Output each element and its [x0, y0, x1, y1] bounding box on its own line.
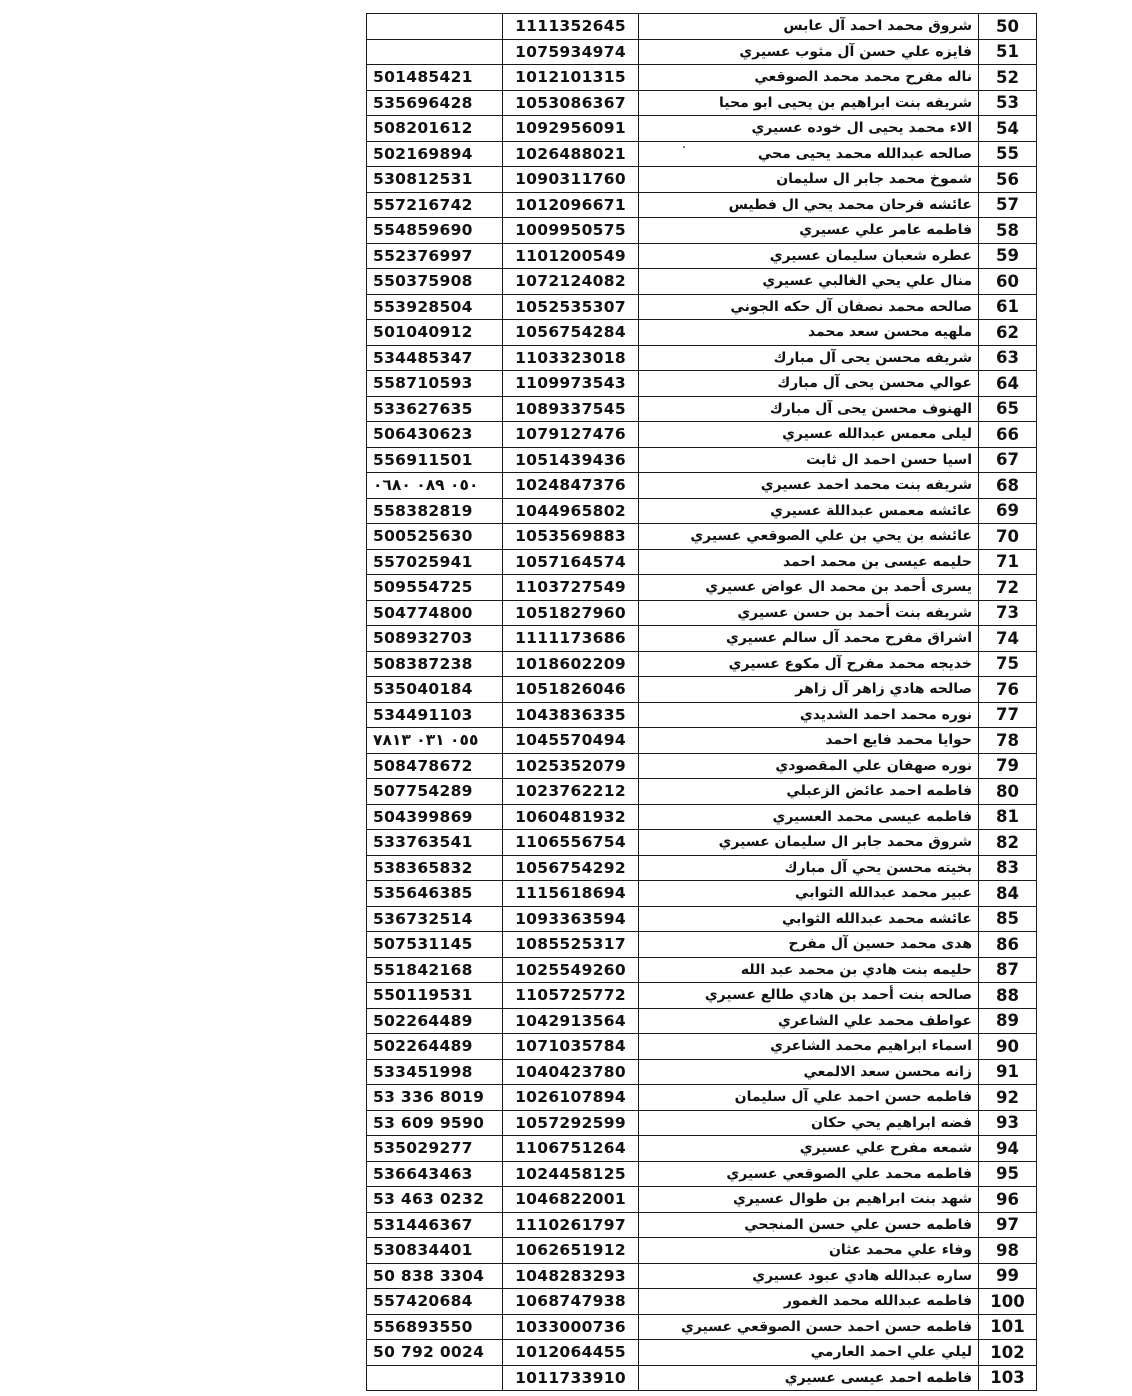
row-number-cell: 80 [979, 779, 1037, 805]
name-cell: عائشه محمد عبدالله الثوابي [639, 906, 979, 932]
table-row [367, 881, 1037, 907]
name-cell: فاطمه احمد عيسى عسيري [639, 1365, 979, 1391]
name-cell: شريفه بنت محمد احمد عسيري [639, 473, 979, 499]
phone-cell: 534485347 [367, 345, 503, 371]
name-cell: زانه محسن سعد الالمعي [639, 1059, 979, 1085]
phone-cell: 508201612 [367, 116, 503, 142]
row-number-cell: 76 [979, 677, 1037, 703]
name-cell: شروق محمد احمد آل عابس [639, 14, 979, 40]
national-id-cell: 1075934974 [503, 39, 639, 65]
phone-cell: 501040912 [367, 320, 503, 346]
name-cell: فضه ابراهيم يحي حكان [639, 1110, 979, 1136]
name-cell: هدى محمد حسين آل مفرح [639, 932, 979, 958]
phone-cell: 536643463 [367, 1161, 503, 1187]
table-row [367, 702, 1037, 728]
name-cell: عواطف محمد علي الشاعري [639, 1008, 979, 1034]
phone-cell [367, 39, 503, 65]
national-id-cell: 1043836335 [503, 702, 639, 728]
row-number-cell: 82 [979, 830, 1037, 856]
table-row [367, 1238, 1037, 1264]
name-cell: نوره محمد احمد الشديدي [639, 702, 979, 728]
table-row [367, 65, 1037, 91]
table-row [367, 855, 1037, 881]
table-row [367, 1289, 1037, 1315]
national-id-cell: 1056754292 [503, 855, 639, 881]
row-number-cell: 71 [979, 549, 1037, 575]
national-id-cell: 1051826046 [503, 677, 639, 703]
name-cell: شهد بنت ابراهيم بن طوال عسيري [639, 1187, 979, 1213]
row-number-cell: 81 [979, 804, 1037, 830]
table-row [367, 651, 1037, 677]
name-cell: ليلى معمس عبدالله عسيري [639, 422, 979, 448]
table-row [367, 218, 1037, 244]
name-cell: ساره عبدالله هادي عبود عسيري [639, 1263, 979, 1289]
row-number-cell: 60 [979, 269, 1037, 295]
row-number-cell: 51 [979, 39, 1037, 65]
national-id-cell: 1092956091 [503, 116, 639, 142]
table-row [367, 1212, 1037, 1238]
name-cell: حوايا محمد فايع احمد [639, 728, 979, 754]
table-row [367, 1340, 1037, 1366]
table-row [367, 167, 1037, 193]
national-id-cell: 1025352079 [503, 753, 639, 779]
phone-cell: 507754289 [367, 779, 503, 805]
row-number-cell: 70 [979, 524, 1037, 550]
row-number-cell: 61 [979, 294, 1037, 320]
national-id-cell: 1056754284 [503, 320, 639, 346]
row-number-cell: 84 [979, 881, 1037, 907]
phone-cell: 509554725 [367, 575, 503, 601]
row-number-cell: 59 [979, 243, 1037, 269]
table-row [367, 116, 1037, 142]
name-cell: شريفه بنت أحمد بن حسن عسيري [639, 600, 979, 626]
phone-cell: 557216742 [367, 192, 503, 218]
national-id-cell: 1103727549 [503, 575, 639, 601]
name-cell: حليمه بنت هادي بن محمد عبد الله [639, 957, 979, 983]
phone-cell: 535029277 [367, 1136, 503, 1162]
phone-cell: 535646385 [367, 881, 503, 907]
row-number-cell: 79 [979, 753, 1037, 779]
table-row [367, 906, 1037, 932]
name-cell: عائشه بن يحي بن علي الصوقعي عسيري [639, 524, 979, 550]
row-number-cell: 75 [979, 651, 1037, 677]
name-cell: شموخ محمد جابر ال سليمان [639, 167, 979, 193]
national-id-cell: 1071035784 [503, 1034, 639, 1060]
phone-cell: 502169894 [367, 141, 503, 167]
phone-cell: 535040184 [367, 677, 503, 703]
row-number-cell: 56 [979, 167, 1037, 193]
table-row [367, 473, 1037, 499]
row-number-cell: 58 [979, 218, 1037, 244]
row-number-cell: 57 [979, 192, 1037, 218]
row-number-cell: 50 [979, 14, 1037, 40]
national-id-cell: 1052535307 [503, 294, 639, 320]
phone-cell: ٠٥٥ ٠٣١ ٧٨١٣ [367, 728, 503, 754]
name-cell: منال علي يحي الغالبي عسيري [639, 269, 979, 295]
national-id-cell: 1101200549 [503, 243, 639, 269]
name-cell: فايزه علي حسن آل مثوب عسيري [639, 39, 979, 65]
phone-cell: 50 838 3304 [367, 1263, 503, 1289]
row-number-cell: 100 [979, 1289, 1037, 1315]
national-id-cell: 1111173686 [503, 626, 639, 652]
row-number-cell: 83 [979, 855, 1037, 881]
national-id-cell: 1057292599 [503, 1110, 639, 1136]
national-id-cell: 1093363594 [503, 906, 639, 932]
national-id-cell: 1115618694 [503, 881, 639, 907]
row-number-cell: 63 [979, 345, 1037, 371]
phone-cell: 504774800 [367, 600, 503, 626]
phone-cell: 53 463 0232 [367, 1187, 503, 1213]
table-row [367, 779, 1037, 805]
national-id-cell: 1053086367 [503, 90, 639, 116]
phone-cell: 530812531 [367, 167, 503, 193]
national-id-cell: 1026107894 [503, 1085, 639, 1111]
phone-cell: 508932703 [367, 626, 503, 652]
national-id-cell: 1103323018 [503, 345, 639, 371]
name-cell: عوالي محسن يحى آل مبارك [639, 371, 979, 397]
name-cell: اشراق مفرح محمد آل سالم عسيري [639, 626, 979, 652]
table-row [367, 192, 1037, 218]
row-number-cell: 96 [979, 1187, 1037, 1213]
name-cell: فاطمه حسن احمد حسن الصوقعي عسيري [639, 1314, 979, 1340]
phone-cell: 535696428 [367, 90, 503, 116]
national-id-cell: 1018602209 [503, 651, 639, 677]
phone-cell: 506430623 [367, 422, 503, 448]
national-id-cell: 1062651912 [503, 1238, 639, 1264]
table-row [367, 1008, 1037, 1034]
table-row [367, 932, 1037, 958]
name-cell: فاطمه محمد علي الصوقعي عسيري [639, 1161, 979, 1187]
national-id-cell: 1051439436 [503, 447, 639, 473]
name-cell: ناله مفرح محمد محمد الصوقعي [639, 65, 979, 91]
phone-cell: 550375908 [367, 269, 503, 295]
phone-cell: 558710593 [367, 371, 503, 397]
table-row [367, 269, 1037, 295]
national-id-cell: 1089337545 [503, 396, 639, 422]
table-row [367, 498, 1037, 524]
table-row [367, 1110, 1037, 1136]
phone-cell: 502264489 [367, 1008, 503, 1034]
phone-cell: 557420684 [367, 1289, 503, 1315]
phone-cell: 533451998 [367, 1059, 503, 1085]
national-id-cell: 1033000736 [503, 1314, 639, 1340]
phone-cell: 533763541 [367, 830, 503, 856]
row-number-cell: 55 [979, 141, 1037, 167]
table-row [367, 1187, 1037, 1213]
name-cell: فاطمه عيسى محمد العسيري [639, 804, 979, 830]
national-id-cell: 1024458125 [503, 1161, 639, 1187]
name-cell: الاء محمد يحيى ال خوده عسيري [639, 116, 979, 142]
row-number-cell: 69 [979, 498, 1037, 524]
table-row [367, 39, 1037, 65]
name-cell: اسيا حسن احمد ال ثابت [639, 447, 979, 473]
name-cell: صالحه عبدالله محمد يحيى محي [639, 141, 979, 167]
table-row [367, 830, 1037, 856]
table-row [367, 294, 1037, 320]
row-number-cell: 72 [979, 575, 1037, 601]
table-row [367, 1161, 1037, 1187]
row-number-cell: 85 [979, 906, 1037, 932]
national-id-cell: 1011733910 [503, 1365, 639, 1391]
name-cell: شروق محمد جابر ال سليمان عسيري [639, 830, 979, 856]
name-cell: عبير محمد عبدالله الثوابي [639, 881, 979, 907]
phone-cell: 558382819 [367, 498, 503, 524]
phone-cell: 507531145 [367, 932, 503, 958]
national-id-cell: 1079127476 [503, 422, 639, 448]
row-number-cell: 67 [979, 447, 1037, 473]
row-number-cell: 68 [979, 473, 1037, 499]
national-id-cell: 1012101315 [503, 65, 639, 91]
national-id-cell: 1012064455 [503, 1340, 639, 1366]
national-id-cell: 1057164574 [503, 549, 639, 575]
table-row [367, 575, 1037, 601]
table-row [367, 1034, 1037, 1060]
phone-cell: 500525630 [367, 524, 503, 550]
name-cell: شريفه بنت ابراهيم بن يحيى ابو محيا [639, 90, 979, 116]
row-number-cell: 88 [979, 983, 1037, 1009]
row-number-cell: 102 [979, 1340, 1037, 1366]
phone-cell: 536732514 [367, 906, 503, 932]
table-row [367, 600, 1037, 626]
national-id-cell: 1109973543 [503, 371, 639, 397]
name-cell: فاطمه عبدالله محمد الغمور [639, 1289, 979, 1315]
phone-cell: 50 792 0024 [367, 1340, 503, 1366]
table-row [367, 1263, 1037, 1289]
national-id-cell: 1051827960 [503, 600, 639, 626]
name-cell: ليلي علي احمد العارمي [639, 1340, 979, 1366]
phone-cell: 557025941 [367, 549, 503, 575]
name-cell: صالحه بنت أحمد بن هادي طالع عسيري [639, 983, 979, 1009]
table-row [367, 396, 1037, 422]
row-number-cell: 77 [979, 702, 1037, 728]
name-cell: فاطمه حسن احمد علي آل سليمان [639, 1085, 979, 1111]
phone-cell: 530834401 [367, 1238, 503, 1264]
name-cell: ملهيه محسن سعد محمد [639, 320, 979, 346]
phone-cell: 504399869 [367, 804, 503, 830]
phone-cell: 554859690 [367, 218, 503, 244]
national-id-cell: 1105725772 [503, 983, 639, 1009]
table-row [367, 728, 1037, 754]
table-row [367, 1136, 1037, 1162]
national-id-cell: 1110261797 [503, 1212, 639, 1238]
national-id-cell: 1072124082 [503, 269, 639, 295]
name-cell: شمعه مفرح علي عسيري [639, 1136, 979, 1162]
table-row [367, 141, 1037, 167]
table-row [367, 14, 1037, 40]
row-number-cell: 62 [979, 320, 1037, 346]
row-number-cell: 103 [979, 1365, 1037, 1391]
table-row [367, 243, 1037, 269]
row-number-cell: 92 [979, 1085, 1037, 1111]
national-id-cell: 1045570494 [503, 728, 639, 754]
national-id-cell: 1044965802 [503, 498, 639, 524]
name-cell: فاطمه حسن علي حسن المنجحي [639, 1212, 979, 1238]
national-id-cell: 1106556754 [503, 830, 639, 856]
row-number-cell: 64 [979, 371, 1037, 397]
row-number-cell: 78 [979, 728, 1037, 754]
row-number-cell: 101 [979, 1314, 1037, 1340]
national-id-cell: 1111352645 [503, 14, 639, 40]
phone-cell: 534491103 [367, 702, 503, 728]
national-id-cell: 1046822001 [503, 1187, 639, 1213]
row-number-cell: 86 [979, 932, 1037, 958]
table-row [367, 753, 1037, 779]
row-number-cell: 89 [979, 1008, 1037, 1034]
row-number-cell: 87 [979, 957, 1037, 983]
phone-cell: 53 336 8019 [367, 1085, 503, 1111]
national-id-cell: 1053569883 [503, 524, 639, 550]
phone-cell: 550119531 [367, 983, 503, 1009]
table-row [367, 524, 1037, 550]
table-row [367, 371, 1037, 397]
phone-cell: 538365832 [367, 855, 503, 881]
table-row [367, 1059, 1037, 1085]
row-number-cell: 54 [979, 116, 1037, 142]
phone-cell: 508478672 [367, 753, 503, 779]
name-cell: بخيته محسن يحي آل مبارك [639, 855, 979, 881]
table-row [367, 677, 1037, 703]
phone-cell: 508387238 [367, 651, 503, 677]
national-id-cell: 1106751264 [503, 1136, 639, 1162]
name-cell: فاطمه عامر علي عسيري [639, 218, 979, 244]
phone-cell [367, 14, 503, 40]
phone-cell: 551842168 [367, 957, 503, 983]
table-row [367, 1365, 1037, 1391]
phone-cell: 53 609 9590 [367, 1110, 503, 1136]
national-id-cell: 1026488021 [503, 141, 639, 167]
table-row [367, 983, 1037, 1009]
phone-cell: 552376997 [367, 243, 503, 269]
phone-cell [367, 1365, 503, 1391]
table-row [367, 549, 1037, 575]
national-id-cell: 1040423780 [503, 1059, 639, 1085]
table-row [367, 626, 1037, 652]
row-number-cell: 66 [979, 422, 1037, 448]
name-cell: يسرى أحمد بن محمد ال عواض عسيري [639, 575, 979, 601]
name-cell: حليمه عيسى بن محمد احمد [639, 549, 979, 575]
name-cell: فاطمه احمد عائض الزعبلي [639, 779, 979, 805]
row-number-cell: 91 [979, 1059, 1037, 1085]
table-row [367, 804, 1037, 830]
name-cell: صالحه هادي زاهر آل زاهر [639, 677, 979, 703]
name-cell: عائشه معمس عبداللة عسيري [639, 498, 979, 524]
row-number-cell: 90 [979, 1034, 1037, 1060]
phone-cell: 533627635 [367, 396, 503, 422]
name-cell: الهنوف محسن يحى آل مبارك [639, 396, 979, 422]
row-number-cell: 97 [979, 1212, 1037, 1238]
national-id-cell: 1085525317 [503, 932, 639, 958]
national-id-cell: 1068747938 [503, 1289, 639, 1315]
table-row [367, 447, 1037, 473]
row-number-cell: 95 [979, 1161, 1037, 1187]
table-row [367, 320, 1037, 346]
phone-cell: 556893550 [367, 1314, 503, 1340]
name-cell: اسماء ابراهيم محمد الشاعري [639, 1034, 979, 1060]
row-number-cell: 74 [979, 626, 1037, 652]
national-id-cell: 1024847376 [503, 473, 639, 499]
table-row [367, 957, 1037, 983]
name-cell: صالحه محمد نصفان آل حكه الجوني [639, 294, 979, 320]
name-cell: خديجه محمد مفرح آل مكوع عسيري [639, 651, 979, 677]
row-number-cell: 73 [979, 600, 1037, 626]
row-number-cell: 93 [979, 1110, 1037, 1136]
name-cell: نوره صهفان علي المقصودي [639, 753, 979, 779]
name-cell: وفاء علي محمد عثان [639, 1238, 979, 1264]
name-cell: عائشه فرحان محمد يحي ال فطيس [639, 192, 979, 218]
table-row [367, 90, 1037, 116]
phone-cell: 556911501 [367, 447, 503, 473]
table-row [367, 345, 1037, 371]
row-number-cell: 99 [979, 1263, 1037, 1289]
row-number-cell: 98 [979, 1238, 1037, 1264]
national-id-cell: 1023762212 [503, 779, 639, 805]
national-id-cell: 1025549260 [503, 957, 639, 983]
national-id-cell: 1048283293 [503, 1263, 639, 1289]
national-id-cell: 1012096671 [503, 192, 639, 218]
row-number-cell: 52 [979, 65, 1037, 91]
row-number-cell: 65 [979, 396, 1037, 422]
table-row [367, 1314, 1037, 1340]
roster-body [367, 14, 1037, 1391]
national-id-cell: 1090311760 [503, 167, 639, 193]
phone-cell: 531446367 [367, 1212, 503, 1238]
scan-speck [683, 146, 685, 148]
phone-cell: 502264489 [367, 1034, 503, 1060]
national-id-cell: 1042913564 [503, 1008, 639, 1034]
roster-table [366, 13, 1037, 1391]
row-number-cell: 53 [979, 90, 1037, 116]
phone-cell: 553928504 [367, 294, 503, 320]
national-id-cell: 1009950575 [503, 218, 639, 244]
national-id-cell: 1060481932 [503, 804, 639, 830]
name-cell: شريفه محسن يحى آل مبارك [639, 345, 979, 371]
phone-cell: 501485421 [367, 65, 503, 91]
row-number-cell: 94 [979, 1136, 1037, 1162]
name-cell: عطره شعبان سليمان عسيري [639, 243, 979, 269]
table-row [367, 1085, 1037, 1111]
phone-cell: ٠٥٠ ٠٨٩ ٠٦٨٠ [367, 473, 503, 499]
table-row [367, 422, 1037, 448]
